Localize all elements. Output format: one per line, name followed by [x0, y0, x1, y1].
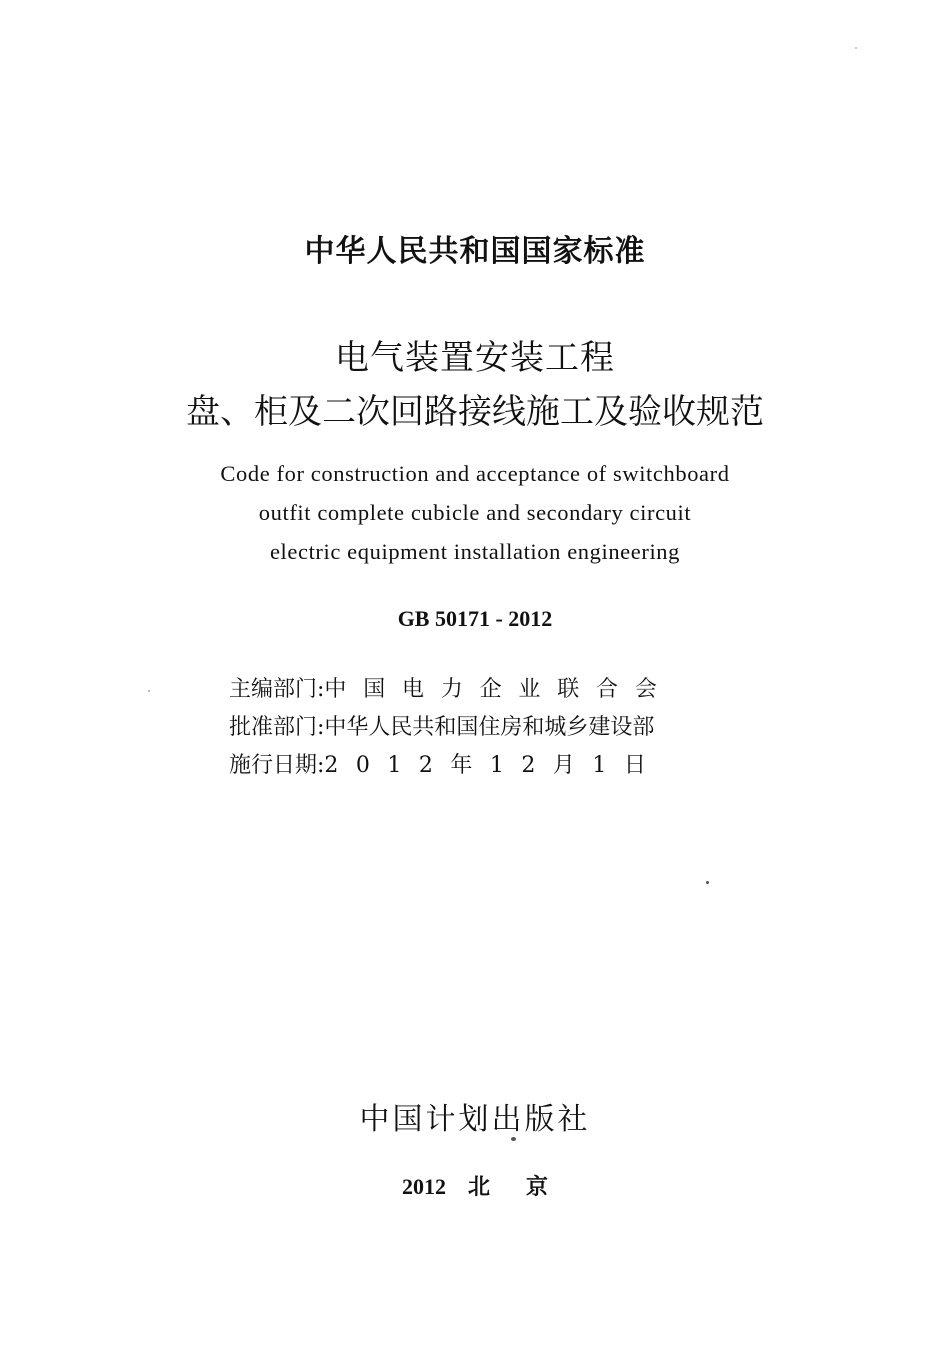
editor-row [229, 672, 749, 703]
effective-date-row [229, 748, 749, 779]
editor-value: 中国电力企业联合会 [324, 677, 674, 702]
scan-speck [511, 1137, 516, 1141]
publication-city-char-2: 京 [526, 1174, 549, 1199]
approver-row [229, 710, 749, 741]
editor-label: 主编部门: [229, 677, 325, 702]
effective-date-value: 2012年12月1日 [324, 753, 664, 778]
publication-year: 2012 [401, 1174, 446, 1199]
english-title-line-3: electric equipment installation engineering [269, 539, 681, 564]
scan-speck [855, 47, 857, 49]
scan-speck [706, 881, 709, 884]
publication-city-char-1: 北 [467, 1174, 490, 1199]
scan-speck [148, 690, 150, 692]
approver-label: 批准部门: [229, 715, 325, 740]
title-line-2: 盘、柜及二次回路接线施工及验收规范 [186, 392, 764, 432]
standard-code: GB 50171 - 2012 [397, 606, 553, 631]
english-title-line-2: outfit complete cubicle and secondary circuit [258, 500, 692, 525]
effective-date-label: 施行日期: [229, 753, 325, 778]
standard-type-heading: 中华人民共和国国家标准 [304, 234, 646, 269]
publication-line [0, 1170, 950, 1201]
english-title-line-1: Code for construction and acceptance of switchboard [220, 461, 730, 486]
approver-value: 中华人民共和国住房和城乡建设部 [324, 715, 655, 740]
publisher-name: 中国计划出版社 [359, 1102, 591, 1137]
title-line-1: 电气装置安装工程 [335, 338, 615, 378]
